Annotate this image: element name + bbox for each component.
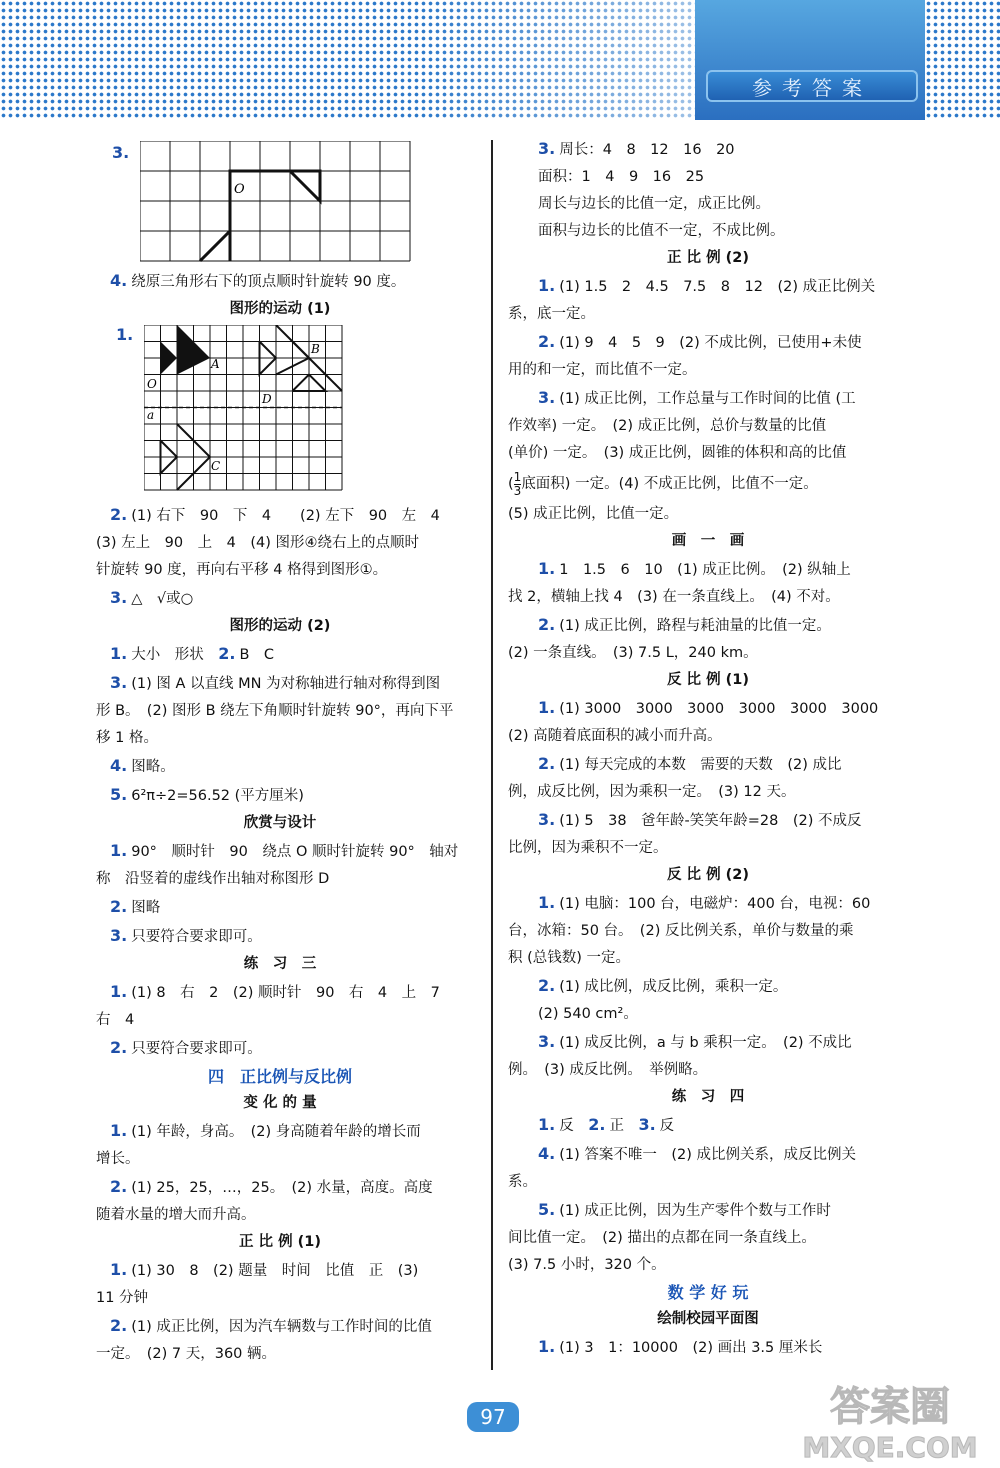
s10q2-num: 2.	[538, 976, 556, 995]
s10q3-text1: (1) 成反比例，a 与 b 乘积一定。 (2) 不成比	[559, 1035, 852, 1051]
s11q4-text1: (1) 答案不唯一 (2) 成比例关系，成反比例关	[559, 1147, 857, 1163]
q4-num: 4.	[110, 271, 128, 290]
s7q3-line1	[508, 384, 908, 413]
s4q2-text: 只要符合要求即可。	[131, 1041, 262, 1057]
s7q3-text4: 底面积) 一定。(4) 不成正比例，比值不一定。	[521, 476, 818, 492]
s3q3-text: 只要符合要求即可。	[131, 929, 262, 945]
s2q3-text1: (1) 图 A 以直线 MN 为对称轴进行轴对称得到图	[131, 676, 441, 692]
s10q3-line2: 例。 (3) 成反比例。 举例略。	[508, 1062, 708, 1078]
s11q4-line2: 系。	[508, 1174, 537, 1190]
s9q3-line2: 比例，因为乘积不一定。	[508, 840, 668, 856]
s8q1-line2: 找 2，横轴上找 4 (3) 在一条直线上。 (4) 不对。	[508, 589, 840, 605]
section-title-11: 练 习 四	[671, 1089, 745, 1105]
s3q1-num: 1.	[110, 841, 128, 860]
section-title-2: 图形的运动 (2)	[229, 618, 331, 634]
q3-label: 3.	[112, 143, 130, 162]
s3q1-text1: 90° 顺时针 90 绕点 O 顺时针旋转 90° 轴对	[131, 844, 459, 860]
frac-top: 1	[513, 469, 522, 484]
s8q2-line2: (2) 一条直线。 (3) 7.5 L，240 km。	[508, 645, 758, 661]
s9q1-num: 1.	[538, 698, 556, 717]
section-title-3: 欣赏与设计	[243, 815, 317, 831]
s4q2-num: 2.	[110, 1038, 128, 1057]
s2q4-num: 4.	[110, 756, 128, 775]
s6q1-text1: (1) 30 8 (2) 题量 时间 比值 正 (3)	[131, 1263, 419, 1279]
s7q2-line1	[508, 328, 908, 357]
s1q2-line3: 针旋转 90 度，再向右平移 4 格得到图形①。	[96, 562, 388, 578]
s2q5-line	[80, 781, 480, 810]
label-C: C	[211, 459, 221, 473]
s6q2-text1: (1) 成正比例，因为汽车辆数与工作时间的比值	[131, 1319, 432, 1335]
s11q1-line	[508, 1111, 908, 1140]
s5q1-line1	[80, 1117, 480, 1146]
r3-line4: 面积与边长的比值不一定，不成比例。	[538, 223, 785, 239]
watermark-logo	[790, 1375, 995, 1465]
s4q1-line1	[80, 978, 480, 1007]
s1q2-num: 2.	[110, 505, 128, 524]
s1q3-line	[80, 584, 480, 613]
section-title-6: 正 比 例 (1)	[239, 1234, 321, 1250]
section-title-4: 练 习 三	[243, 956, 317, 972]
s10q2-line1	[508, 972, 908, 1001]
s3q3-num: 3.	[110, 926, 128, 945]
s2q3-line3: 移 1 格。	[96, 730, 158, 746]
s2q1-line	[80, 640, 480, 669]
q4-text: 绕原三角形右下的顶点顺时针旋转 90 度。	[131, 274, 406, 290]
q4-line	[80, 267, 480, 296]
s11q2-num: 2.	[588, 1115, 606, 1134]
s7q3-line2: 作效率) 一定。 (2) 成正比例，总价与数量的比值	[508, 418, 827, 434]
s8q2-text1: (1) 成正比例，路程与耗油量的比值一定。	[559, 618, 831, 634]
s4q1-num: 1.	[110, 982, 128, 1001]
s9q1-line2: (2) 高随着底面积的减小而升高。	[508, 728, 722, 744]
s11q5-line2: 间比值一定。 (2) 描出的点都在同一条直线上。	[508, 1230, 816, 1246]
section-title-13: 绘制校园平面图	[657, 1311, 759, 1327]
s10q1-line1	[508, 889, 908, 918]
s8q1-num: 1.	[538, 559, 556, 578]
s2q5-num: 5.	[110, 785, 128, 804]
r3-text1: 周长：4 8 12 16 20	[559, 142, 735, 158]
s9q1-text1: (1) 3000 3000 3000 3000 3000 3000	[559, 701, 879, 717]
s11q4-line1	[508, 1140, 908, 1169]
s8q2-num: 2.	[538, 615, 556, 634]
s5q2-line1	[80, 1173, 480, 1202]
label-D: D	[262, 392, 272, 406]
label-O2: O	[147, 377, 157, 391]
s11q5-line3: (3) 7.5 小时，320 个。	[508, 1257, 666, 1273]
s2q2-text: B C	[239, 647, 275, 663]
label-a: a	[147, 408, 155, 422]
label-B: B	[311, 342, 320, 356]
s2q4-line	[80, 752, 480, 781]
s4q1-text1: (1) 8 右 2 (2) 顺时针 90 右 4 上 7	[131, 985, 440, 1001]
figure-grid-1	[80, 135, 480, 267]
section-title-9: 反 比 例 (1)	[667, 672, 749, 688]
header-block	[695, 0, 925, 120]
s2q3-line1	[80, 669, 480, 698]
s11q3-text: 反	[659, 1118, 675, 1134]
s11q4-num: 4.	[538, 1144, 556, 1163]
s13q1-line1	[508, 1333, 908, 1362]
s4q2-line	[80, 1034, 480, 1063]
section-title-7: 正 比 例 (2)	[667, 250, 749, 266]
s9q3-line1	[508, 806, 908, 835]
watermark-line2: MXQE.COM	[802, 1431, 978, 1464]
s2q3-line2: 形 B。 (2) 图形 B 绕左下角顺时针旋转 90°，再向下平	[96, 703, 454, 719]
s1q3-num: 3.	[110, 588, 128, 607]
s9q2-line1	[508, 750, 908, 779]
r3-num: 3.	[538, 139, 556, 158]
s2q2-num: 2.	[218, 644, 236, 663]
s5q2-text1: (1) 25，25，…，25。 (2) 水量，高度。高度	[131, 1180, 433, 1196]
s11q5-text1: (1) 成正比例，因为生产零件个数与工作时	[559, 1203, 831, 1219]
right-column	[508, 135, 908, 1362]
s13q1-text1: (1) 3 1：10000 (2) 画出 3.5 厘米长	[559, 1340, 823, 1356]
s6q1-line2: 11 分钟	[96, 1290, 149, 1306]
s11q5-line1	[508, 1196, 908, 1225]
s2q1-text: 大小 形状	[131, 647, 204, 663]
s1q3-text: △ √或○	[131, 591, 194, 607]
s10q3-line1	[508, 1028, 908, 1057]
s3q2-text: 图略	[131, 900, 161, 916]
s8q1-text1: 1 1.5 6 10 (1) 成正比例。 (2) 纵轴上	[559, 562, 851, 578]
s11q2-text: 正	[609, 1118, 624, 1134]
s6q2-line2: 一定。 (2) 7 天，360 辆。	[96, 1346, 277, 1362]
s8q2-line1	[508, 611, 908, 640]
s7q3-line4: ( $\frac{1}{3}$ 底面积) 一定。(4) 不成正比例，比值不一定。	[508, 469, 818, 498]
s10q2-text1: (1) 成比例，成反比例，乘积一定。	[559, 979, 788, 995]
section-title-12: 数 学 好 玩	[667, 1283, 749, 1302]
header-dot-strip	[925, 0, 1000, 120]
label-A: A	[211, 357, 220, 371]
s9q2-text1: (1) 每天完成的本数 需要的天数 (2) 成比	[559, 757, 842, 773]
s10q1-line2: 台，冰箱：50 台。 (2) 反比例关系，单价与数量的乘	[508, 923, 854, 939]
r3-line3: 周长与边长的比值一定，成正比例。	[538, 196, 770, 212]
s7q2-text1: (1) 9 4 5 9 (2) 不成比例，已使用+未使	[559, 335, 862, 351]
section-title-8: 画 一 画	[671, 533, 745, 549]
s6q2-line1	[80, 1312, 480, 1341]
s10q1-text1: (1) 电脑：100 台，电磁炉：400 台，电视：60	[559, 896, 871, 912]
s1q2-line1	[80, 501, 480, 530]
label-O: O	[234, 182, 245, 197]
s5q2-line2: 随着水量的增大而升高。	[96, 1207, 256, 1223]
header-dot-fade	[0, 0, 700, 120]
column-divider	[491, 140, 493, 1370]
fig2-label: 1.	[116, 325, 134, 344]
s7q1-num: 1.	[538, 276, 556, 295]
s2q1-num: 1.	[110, 644, 128, 663]
s7q2-num: 2.	[538, 332, 556, 351]
s5q1-line2: 增长。	[96, 1151, 140, 1167]
s13q1-num: 1.	[538, 1337, 556, 1356]
section-title-1: 图形的运动 (1)	[229, 301, 331, 317]
s3q3-line	[80, 922, 480, 951]
s7q1-text1: (1) 1.5 2 4.5 7.5 8 12 (2) 成正比例关	[559, 279, 876, 295]
frac-bottom: 3	[513, 483, 522, 498]
s9q2-line2: 例，成反比例，因为乘积一定。 (3) 12 天。	[508, 784, 796, 800]
s5q1-text1: (1) 年龄，身高。 (2) 身高随着年龄的增长而	[131, 1124, 421, 1140]
s11q3-num: 3.	[638, 1115, 656, 1134]
s7q3-line3: (单价) 一定。 (3) 成正比例，圆锥的体积和高的比值	[508, 445, 847, 461]
s1q2-line2: (3) 左上 90 上 4 (4) 图形④绕右上的点顺时	[96, 535, 419, 551]
r3-line1	[508, 135, 908, 164]
s7q1-line1	[508, 272, 908, 301]
left-column	[80, 135, 480, 1368]
s11q1-num: 1.	[538, 1115, 556, 1134]
s9q3-num: 3.	[538, 810, 556, 829]
watermark-line1: 答案圈	[830, 1384, 950, 1430]
s8q1-line1	[508, 555, 908, 584]
s10q3-num: 3.	[538, 1032, 556, 1051]
s9q3-text1: (1) 5 38 爸年龄-笑笑年龄=28 (2) 不成反	[559, 813, 862, 829]
r3-line2: 面积：1 4 9 16 25	[538, 169, 705, 185]
s4q1-line2: 右 4	[96, 1012, 135, 1028]
s3q2-num: 2.	[110, 897, 128, 916]
s7q2-line2: 用的和一定，而比值不一定。	[508, 362, 697, 378]
s7q3-text1: (1) 成正比例，工作总量与工作时间的比值 (工	[559, 391, 856, 407]
s1q2-text1: (1) 右下 90 下 4 (2) 左下 90 左 4	[131, 508, 440, 524]
s6q1-line1	[80, 1256, 480, 1285]
s10q1-num: 1.	[538, 893, 556, 912]
s11q5-num: 5.	[538, 1200, 556, 1219]
section-title-5: 变 化 的 量	[243, 1095, 317, 1111]
s7q3-line5: (5) 成正比例，比值一定。	[508, 506, 679, 522]
s6q2-num: 2.	[110, 1316, 128, 1335]
unit-title: 四 正比例与反比例	[207, 1067, 352, 1086]
s10q1-line3: 积 (总钱数) 一定。	[508, 950, 631, 966]
s7q1-line2: 系，底一定。	[508, 306, 595, 322]
grid-3-svg	[140, 141, 430, 271]
s3q1-line2: 称 沿竖着的虚线作出轴对称图形 D	[96, 871, 330, 887]
figure-grid-2	[80, 323, 480, 501]
s9q1-line1	[508, 694, 908, 723]
s7q3-num: 3.	[538, 388, 556, 407]
s5q2-num: 2.	[110, 1177, 128, 1196]
page-number: 97	[467, 1402, 519, 1432]
section-title-10: 反 比 例 (2)	[667, 867, 749, 883]
s2q3-num: 3.	[110, 673, 128, 692]
s3q1-line1	[80, 837, 480, 866]
grid-motion-svg	[144, 325, 364, 500]
s9q2-num: 2.	[538, 754, 556, 773]
s11q1-text: 反	[559, 1118, 574, 1134]
s2q5-text: 6²π÷2=56.52 (平方厘米)	[131, 788, 304, 804]
s2q4-text: 图略。	[131, 759, 175, 775]
s5q1-num: 1.	[110, 1121, 128, 1140]
answer-tab: 参考答案	[706, 70, 918, 102]
s10q2-line2: (2) 540 cm²。	[538, 1006, 638, 1022]
s6q1-num: 1.	[110, 1260, 128, 1279]
s3q2-line	[80, 893, 480, 922]
